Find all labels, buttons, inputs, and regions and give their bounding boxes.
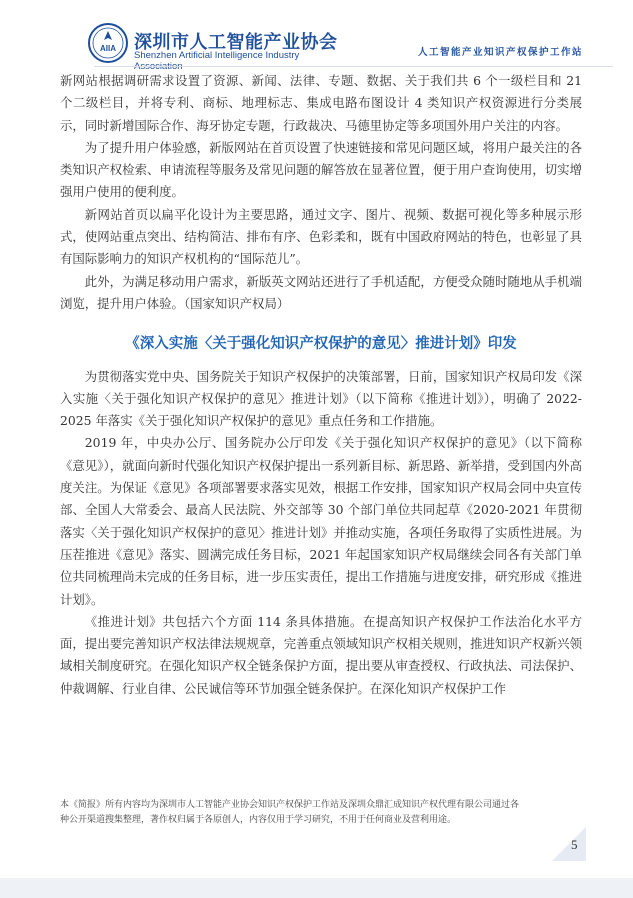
page-number-badge-icon	[548, 823, 590, 865]
org-name-en-line2: Association	[134, 61, 183, 72]
article2-paragraph: 2019 年，中央办公厅、国务院办公厅印发《关于强化知识产权保护的意见》（以下简称《意见》），就面向新时代强化知识产权保护提出一系列新目标、新思路、新举措，受到国内外高度关注。为保证《意见》各项部署要求落实见效，根据工作安排，国家知识产权局会同中央宣传部、全国人大常委会、最高人民法院、外交部等 30 个部门单位共同起草《2020-2021 年贯彻落实〈关于强化知识产权保护的意见〉推进计划》并推动实施，各项任务取得了实质性进展。为压茬推进《意见》落实、圆满完成任务目标，2021 年起国家知识产权局继续会同各有关部门单位共同梳理尚未完成的任务目标，进一步压实责任，提出工作措施与进度安排，研究形成《推进计划》。	[60, 435, 582, 607]
logo-text: AIIA	[100, 44, 116, 53]
article2-paragraph: 为贯彻落实党中央、国务院关于知识产权保护的决策部署，日前，国家知识产权局印发《深入实施〈关于强化知识产权保护的意见〉推进计划》（以下简称《推进计划》），明确了 2022-2025 年落实《关于强化知识产权保护的意见》重点任务和工作措施。	[60, 368, 582, 429]
station-label: 人工智能产业知识产权保护工作站	[418, 47, 584, 58]
org-name-cn: 深圳市人工智能产业协会	[134, 32, 338, 53]
org-name-en-line1: Shenzhen Artificial Intelligence Industry	[134, 50, 300, 61]
page-number: 5	[571, 837, 578, 852]
org-name-en	[134, 50, 299, 72]
footer-disclaimer: 本《简报》所有内容均为深圳市人工智能产业协会知识产权保护工作站及深圳众鼎汇成知识产权代理有限公司通过各种公开渠道搜集整理，著作权归属于各原创人，内容仅用于学习研究，不用于任何商业及营利用途。	[60, 800, 520, 825]
page-header	[0, 0, 633, 72]
bottom-band	[0, 878, 633, 898]
header-divider	[94, 66, 613, 67]
page-body	[60, 70, 582, 700]
article2-title: 《深入实施〈关于强化知识产权保护的意见〉推进计划》印发	[125, 336, 517, 353]
article2-paragraph: 《推进计划》共包括六个方面 114 条具体措施。在提高知识产权保护工作法治化水平方面，提出要完善知识产权法律法规规章，完善重点领域知识产权相关规则，推进知识产权新兴领域相关制度研究。在强化知识产权全链条保护方面，提出要从审查授权、行政执法、司法保护、仲裁调解、行业自律、公民诚信等环节加强全链条保护。在深化知识产权保护工作	[60, 613, 582, 696]
article1-paragraph: 为了提升用户体验感，新版网站在首页设置了快速链接和常见问题区域，将用户最关注的各类知识产权检索、申请流程等服务及常见问题的解答放在显著位置，便于用户查询使用，切实增强用户使用的便利度。	[60, 139, 582, 200]
association-logo-icon	[88, 23, 128, 63]
article1-paragraph: 新网站首页以扁平化设计为主要思路，通过文字、图片、视频、数据可视化等多种展示形式，使网站重点突出、结构简洁、排布有序、色彩柔和，既有中国政府网站的特色，也彰显了具有国际影响力的知识产权机构的“国际范儿”。	[60, 206, 582, 267]
article1-paragraph: 此外，为满足移动用户需求，新版英文网站还进行了手机适配，方便受众随时随地从手机端浏览，提升用户体验。（国家知识产权局）	[60, 273, 582, 311]
article1-paragraph: 新网站根据调研需求设置了资源、新闻、法律、专题、数据、关于我们共 6 个一级栏目和 21 个二级栏目，并将专利、商标、地理标志、集成电路布图设计 4 类知识产权资源进行分类展示，同时新增国际合作、海牙协定专题，行政裁决、马德里协定等多项国外用户关注的内容。	[60, 73, 582, 133]
